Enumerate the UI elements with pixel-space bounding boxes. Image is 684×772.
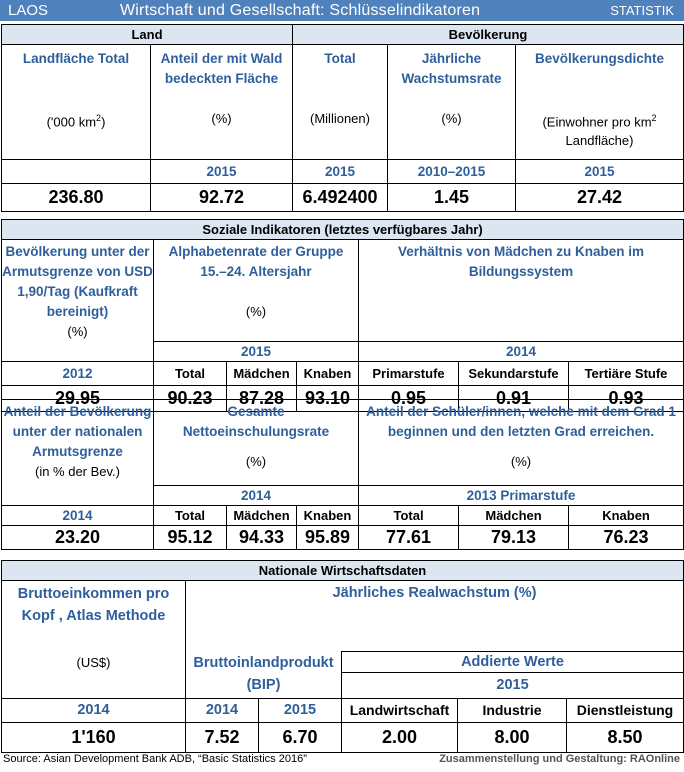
enrolment-unit: (%) — [245, 454, 267, 469]
gdp-year: 2015 — [259, 698, 342, 722]
value-cell: 93.10 — [297, 385, 359, 411]
value-cell: 6.492400 — [293, 184, 388, 212]
gni-label: Bruttoeinkommen pro Kopf , Atlas Methode — [17, 586, 170, 624]
year-cell: 2010–2015 — [388, 160, 516, 184]
density-cell — [516, 45, 684, 160]
year-cell: 2015 — [293, 160, 388, 184]
category-tag: STATISTIK — [610, 3, 674, 18]
title-banner — [0, 0, 684, 21]
national-poverty-year: 2014 — [2, 506, 154, 526]
sub-header: Knaben — [297, 506, 359, 526]
value-cell: 7.52 — [186, 722, 259, 752]
growth-title: Jährliches Realwachstum (%) — [332, 585, 537, 601]
growth-unit: (%) — [441, 111, 462, 126]
growth-label: Jährliche Wachstumsrate — [401, 51, 502, 86]
land-area-cell — [2, 45, 151, 160]
literacy-cell — [154, 240, 359, 342]
value-cell: 236.80 — [2, 184, 151, 212]
value-cell: 77.61 — [359, 526, 459, 550]
density-unit: (Einwohner pro $km^2$ Landfläche) — [542, 113, 657, 149]
year-cell — [2, 160, 151, 184]
empty-cell — [2, 486, 154, 506]
value-cell: 94.33 — [227, 526, 297, 550]
poverty-year: 2012 — [2, 361, 154, 385]
sub-header: Total — [154, 506, 227, 526]
pop-total-unit: (Millionen) — [310, 111, 370, 126]
value-cell: 1.45 — [388, 184, 516, 212]
grade-unit: (%) — [510, 454, 532, 469]
gdp-label-cell — [186, 652, 342, 699]
sub-header: Sekundarstufe — [459, 361, 569, 385]
value-cell: 8.50 — [567, 722, 684, 752]
value-cell: 76.23 — [569, 526, 684, 550]
growth-cell — [388, 45, 516, 160]
value-cell: 92.72 — [151, 184, 293, 212]
poverty-unit: (%) — [67, 324, 88, 339]
social-header: Soziale Indikatoren (letztes verfügbares Jahr) — [2, 220, 684, 240]
value-cell: 0.95 — [359, 385, 459, 411]
empty-cell — [2, 341, 154, 361]
country-name: LAOS — [8, 2, 49, 19]
credit-note: Zusammenstellung und Gestaltung: RAOnline — [439, 753, 680, 765]
sub-header: Mädchen — [459, 506, 569, 526]
gdp-label: Bruttoinlandprodukt (BIP) — [193, 654, 334, 693]
enrolment-label: Gesamte Nettoeinschulungsrate — [182, 404, 330, 439]
sub-header: Total — [154, 361, 227, 385]
value-cell: 23.20 — [2, 526, 154, 550]
added-year: 2015 — [342, 673, 684, 698]
added-label: Addierte Werte — [342, 652, 684, 673]
value-cell: 79.13 — [459, 526, 569, 550]
sub-header: Mädchen — [227, 506, 297, 526]
pop-total-cell — [293, 45, 388, 160]
enrolment-cell — [154, 400, 359, 486]
education-poverty-table — [1, 399, 684, 550]
social-indicators-table — [1, 219, 684, 412]
growth-title-cell — [186, 581, 684, 652]
value-cell: 90.23 — [154, 385, 227, 411]
source-note: Source: Asian Development Bank ADB, “Basic Statistics 2016” — [3, 753, 307, 765]
land-area-unit: ('000 $km^2$) — [46, 113, 106, 130]
ratio-label: Verhältnis von Mädchen zu Knaben im Bildungssystem — [397, 244, 645, 279]
national-poverty-unit: (in % der Bev.) — [34, 464, 120, 479]
value-cell: 6.70 — [259, 722, 342, 752]
literacy-unit: (%) — [245, 304, 267, 319]
forest-label: Anteil der mit Wald bedeckten Fläche — [160, 51, 283, 86]
value-cell: 2.00 — [342, 722, 458, 752]
grade-label: Anteil der Schüler/innen, welche mit dem Grad 1 beginnen und den letzten Grad erreichen. — [366, 404, 676, 439]
sub-header: Total — [359, 506, 459, 526]
land-header: Land — [2, 25, 293, 45]
page-title: Wirtschaft und Gesellschaft: Schlüsselindikatoren — [120, 1, 481, 19]
value-cell: 27.42 — [516, 184, 684, 212]
ratio-cell — [359, 240, 684, 342]
grade-cell — [359, 400, 684, 486]
grade-year: 2013 Primarstufe — [359, 486, 684, 506]
national-poverty-label: Anteil der Bevölkerung unter der nationalen Armutsgrenze — [3, 404, 152, 459]
sub-header: Dienstleistung — [567, 698, 684, 722]
gdp-year: 2014 — [186, 698, 259, 722]
ratio-year: 2014 — [359, 341, 684, 361]
enrolment-year: 2014 — [154, 486, 359, 506]
density-label: Bevölkerungsdichte — [534, 51, 665, 66]
sub-header: Primarstufe — [359, 361, 459, 385]
sub-header: Knaben — [569, 506, 684, 526]
forest-cell — [151, 45, 293, 160]
value-cell: 1'160 — [2, 722, 186, 752]
value-cell: 87.28 — [227, 385, 297, 411]
literacy-label: Alphabetenrate der Gruppe 15.–24. Altersjahr — [168, 244, 344, 279]
year-cell: 2015 — [151, 160, 293, 184]
economic-data-table — [1, 560, 684, 753]
sub-header: Landwirtschaft — [342, 698, 458, 722]
value-cell: 29.95 — [2, 385, 154, 411]
gni-cell — [2, 581, 186, 699]
sub-header: Industrie — [458, 698, 567, 722]
forest-unit: (%) — [211, 111, 232, 126]
value-cell: 8.00 — [458, 722, 567, 752]
gni-unit: (US$) — [76, 655, 111, 670]
value-cell: 95.12 — [154, 526, 227, 550]
sub-header: Knaben — [297, 361, 359, 385]
land-area-label: Landfläche Total — [22, 51, 130, 66]
pop-total-label: Total — [324, 51, 356, 66]
value-cell: 0.91 — [459, 385, 569, 411]
land-population-table — [1, 24, 684, 212]
value-cell: 0.93 — [569, 385, 684, 411]
national-poverty-cell — [2, 400, 154, 486]
poverty-label: Bevölkerung unter der Armutsgrenze von USD 1,90/Tag (Kaufkraft bereinigt) — [2, 244, 153, 319]
economic-header: Nationale Wirtschaftsdaten — [2, 561, 684, 581]
literacy-year: 2015 — [154, 341, 359, 361]
poverty-cell — [2, 240, 154, 342]
sub-header: Mädchen — [227, 361, 297, 385]
population-header: Bevölkerung — [293, 25, 684, 45]
sub-header: Tertiäre Stufe — [569, 361, 684, 385]
year-cell: 2015 — [516, 160, 684, 184]
value-cell: 95.89 — [297, 526, 359, 550]
gni-year: 2014 — [2, 698, 186, 722]
